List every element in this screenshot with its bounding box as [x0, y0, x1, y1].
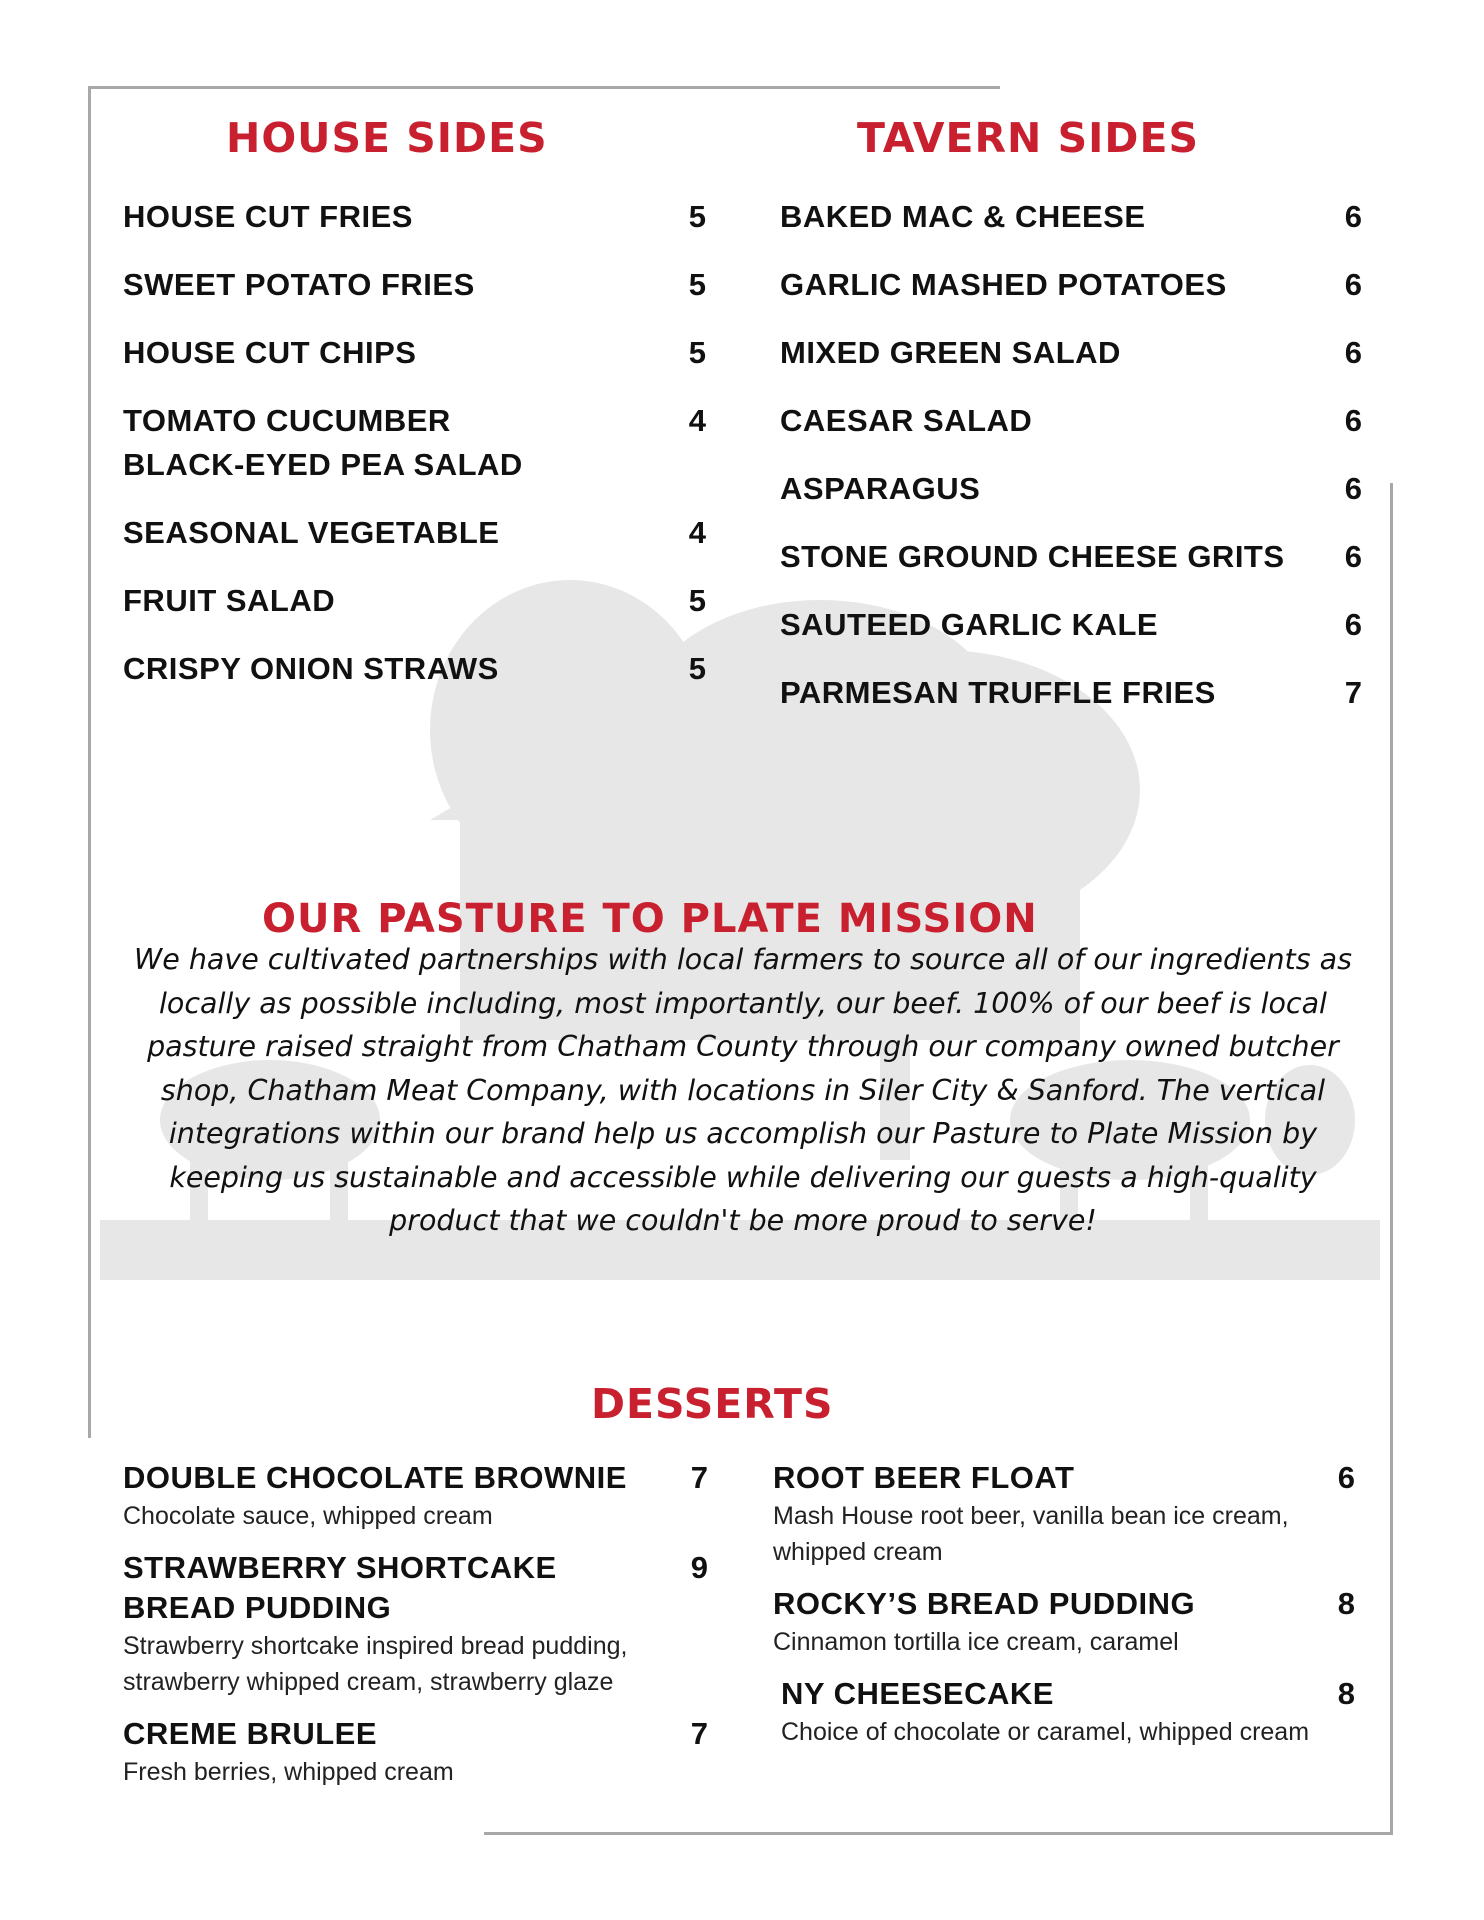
- dessert-item: [123, 1714, 708, 1790]
- desserts-heading: DESSERTS: [591, 1380, 834, 1428]
- item-name: GARLIC MASHED POTATOES: [780, 267, 1227, 302]
- item-price: 5: [688, 335, 706, 370]
- item-price: 6: [1344, 267, 1362, 302]
- item-price: 5: [688, 267, 706, 302]
- frame-top-line: [88, 86, 1000, 89]
- mission-paragraph: We have cultivated partnerships with local farmers to source all of our ingredients as locally as possible including, most importantly, our beef. 100% of our beef is local pasture raised straight from Chatham County through our company owned butcher shop, Chatham Meat Company, with locations in Siler City & Sanford. The vertical integrations within our brand help us accomplish our Pasture to Plate Mission by keeping us sustainable and accessible while delivering our guests a high-quality product that we couldn't be more proud to serve!: [134, 943, 1352, 1237]
- desserts-left-column: [123, 1458, 708, 1804]
- frame-right-line: [1390, 483, 1393, 1835]
- frame-bottom-line: [484, 1832, 1393, 1835]
- list-item: [780, 603, 1362, 647]
- list-item: [780, 535, 1362, 579]
- item-price: 6: [1344, 471, 1362, 506]
- house-sides-list: [123, 195, 706, 715]
- item-name: PARMESAN TRUFFLE FRIES: [780, 675, 1216, 710]
- item-price: 6: [1344, 199, 1362, 234]
- list-item: [123, 195, 706, 239]
- item-price: 5: [688, 651, 706, 686]
- list-item: [780, 399, 1362, 443]
- list-item: [780, 263, 1362, 307]
- list-item: [123, 263, 706, 307]
- item-description: Strawberry shortcake inspired bread pudding, strawberry whipped cream, strawberry glaze: [123, 1632, 628, 1696]
- item-name: FRUIT SALAD: [123, 583, 336, 618]
- dessert-item: [773, 1458, 1355, 1570]
- item-name: HOUSE CUT CHIPS: [123, 335, 417, 370]
- item-price: 5: [688, 199, 706, 234]
- item-price: 4: [688, 403, 706, 438]
- item-price: 6: [1344, 335, 1362, 370]
- list-item: [780, 467, 1362, 511]
- item-name: TOMATO CUCUMBER BLACK-EYED PEA SALAD: [123, 403, 523, 482]
- item-price: 9: [690, 1550, 708, 1585]
- item-description: Fresh berries, whipped cream: [123, 1758, 454, 1786]
- item-name: ASPARAGUS: [780, 471, 981, 506]
- list-item: [123, 399, 706, 487]
- item-price: 6: [1344, 539, 1362, 574]
- item-price: 7: [690, 1716, 708, 1751]
- item-description: Cinnamon tortilla ice cream, caramel: [773, 1628, 1179, 1656]
- tavern-sides-heading: TAVERN SIDES: [857, 114, 1199, 162]
- item-name: DOUBLE CHOCOLATE BROWNIE: [123, 1460, 627, 1495]
- mission-heading: OUR PASTURE TO PLATE MISSION: [262, 896, 1038, 942]
- list-item: [123, 579, 706, 623]
- item-name: STONE GROUND CHEESE GRITS: [780, 539, 1285, 574]
- item-price: 7: [690, 1460, 708, 1495]
- item-name: NY CHEESECAKE: [781, 1676, 1054, 1711]
- item-price: 8: [1337, 1586, 1355, 1621]
- dessert-item: [773, 1584, 1355, 1660]
- item-price: 6: [1337, 1460, 1355, 1495]
- list-item: [780, 195, 1362, 239]
- item-price: 5: [688, 583, 706, 618]
- frame-left-line: [88, 86, 91, 1438]
- dessert-item: [773, 1674, 1355, 1750]
- item-name: MIXED GREEN SALAD: [780, 335, 1121, 370]
- item-name: SWEET POTATO FRIES: [123, 267, 475, 302]
- item-description: Mash House root beer, vanilla bean ice cream, whipped cream: [773, 1502, 1289, 1566]
- item-name: BAKED MAC & CHEESE: [780, 199, 1146, 234]
- item-name: SAUTEED GARLIC KALE: [780, 607, 1159, 642]
- item-name: HOUSE CUT FRIES: [123, 199, 413, 234]
- item-name: CRISPY ONION STRAWS: [123, 651, 499, 686]
- list-item: [780, 671, 1362, 715]
- item-name: CAESAR SALAD: [780, 403, 1033, 438]
- list-item: [123, 647, 706, 691]
- item-name: SEASONAL VEGETABLE: [123, 515, 500, 550]
- item-name: STRAWBERRY SHORTCAKE BREAD PUDDING: [123, 1550, 557, 1625]
- item-description: Choice of chocolate or caramel, whipped cream: [781, 1718, 1310, 1746]
- item-price: 6: [1344, 607, 1362, 642]
- item-price: 7: [1344, 675, 1362, 710]
- item-price: 8: [1337, 1676, 1355, 1711]
- item-name: CREME BRULEE: [123, 1716, 378, 1751]
- list-item: [123, 511, 706, 555]
- list-item: [780, 331, 1362, 375]
- item-name: ROOT BEER FLOAT: [773, 1460, 1075, 1495]
- tavern-sides-list: [780, 195, 1362, 739]
- dessert-item: [123, 1458, 708, 1534]
- item-description: Chocolate sauce, whipped cream: [123, 1502, 493, 1530]
- list-item: [123, 331, 706, 375]
- item-price: 6: [1344, 403, 1362, 438]
- dessert-item: [123, 1548, 708, 1700]
- desserts-right-column: [773, 1458, 1355, 1764]
- item-name: ROCKY’S BREAD PUDDING: [773, 1586, 1196, 1621]
- house-sides-heading: HOUSE SIDES: [226, 114, 548, 162]
- item-price: 4: [688, 515, 706, 550]
